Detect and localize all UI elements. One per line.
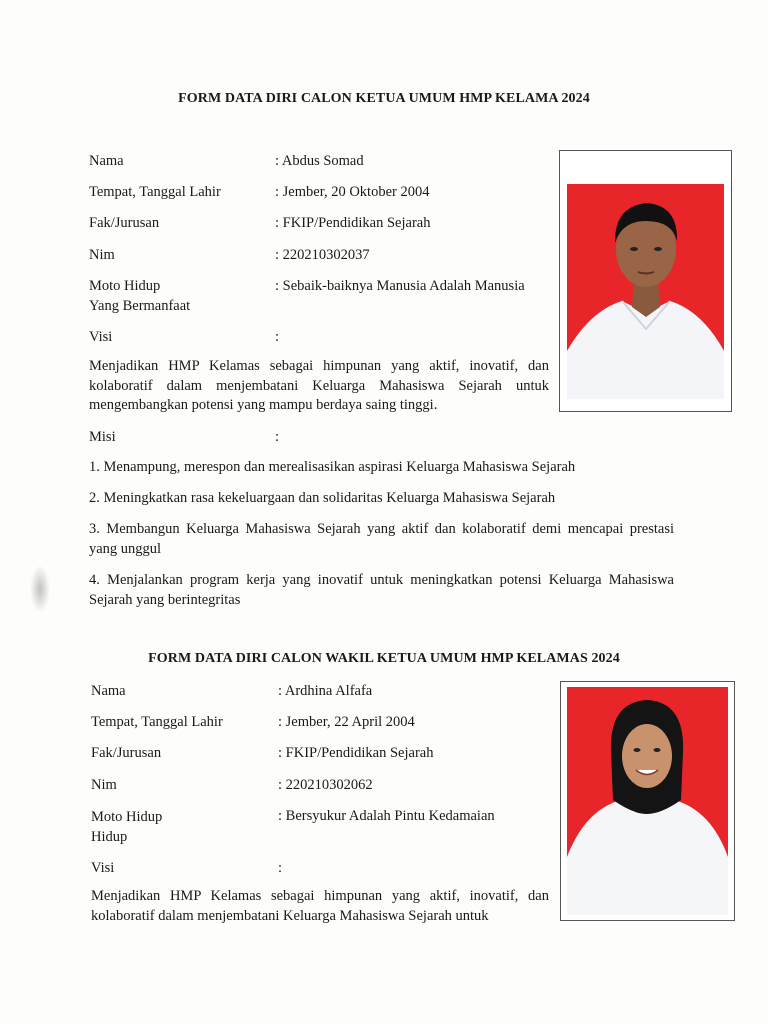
form2-label-nim: Nim [91,777,117,793]
form1-value-jurusan: : FKIP/Pendidikan Sejarah [275,215,431,231]
form2-photo-frame [560,681,735,921]
form2-value-jurusan: : FKIP/Pendidikan Sejarah [278,745,434,761]
form1-misi-item-1: 1. Menampung, merespon dan merealisasikan aspirasi Keluarga Mahasiswa Sejarah [89,459,576,475]
form2-value-nama: : Ardhina Alfafa [278,683,373,699]
form1-label-misi: Misi [89,429,116,445]
form2-label-nama: Nama [91,683,126,699]
form1-label-nama: Nama [89,153,124,169]
form1-misi-colon: : [275,429,280,445]
form1-visi-text: Menjadikan HMP Kelamas sebagai himpunan yang aktif, inovatif, dan kolaboratif dalam menjembatani Keluarga Mahasiswa Sejarah untuk mengembangkan potensi yang mampu berdaya saing tinggi. [89,358,549,413]
form1-value-nama: : Abdus Somad [275,153,364,169]
form1-value-nim: : 220210302037 [275,247,370,263]
form1-value-ttl: : Jember, 20 Oktober 2004 [275,184,430,200]
candidate1-photo [560,151,731,411]
form2-value-nim: : 220210302062 [278,777,373,793]
form2-visi-text: Menjadikan HMP Kelamas sebagai himpunan yang aktif, inovatif, dan kolaboratif dalam menjembatani Keluarga Mahasiswa Sejarah untuk [91,888,549,924]
form2-label-moto: Moto Hidup [91,809,163,825]
form1-label-nim: Nim [89,247,115,263]
form1-photo-frame [559,150,732,412]
form1-visi-colon: : [275,329,280,345]
form2-label-visi: Visi [91,860,115,876]
form1-label-jurusan: Fak/Jurusan [89,215,160,231]
form1-misi-item-3: 3. Membangun Keluarga Mahasiswa Sejarah yang aktif dan kolaboratif demi mencapai prestasi yang unggul [89,521,674,557]
form1-label-moto: Moto Hidup [89,278,161,294]
form2-label-ttl: Tempat, Tanggal Lahir [91,714,223,730]
form1-value-moto: : Sebaik-baiknya Manusia Adalah Manusia [275,278,525,294]
form2-value-moto: : Bersyukur Adalah Pintu Kedamaian [278,808,495,824]
scan-smudge [30,565,50,613]
form1-label-ttl: Tempat, Tanggal Lahir [89,184,221,200]
form2-value-ttl: : Jember, 22 April 2004 [278,714,415,730]
form2-label-jurusan: Fak/Jurusan [91,745,162,761]
form1-label-moto-line2: Yang Bermanfaat [89,298,191,314]
form2-title: FORM DATA DIRI CALON WAKIL KETUA UMUM HMP KELAMAS 2024 [148,651,620,666]
form1-misi-item-2: 2. Meningkatkan rasa kekeluargaan dan solidaritas Keluarga Mahasiswa Sejarah [89,490,556,506]
form2-label-moto-line2: Hidup [91,829,128,845]
form1-label-visi: Visi [89,329,113,345]
form2-visi-colon: : [278,860,283,876]
form1-misi-item-4: 4. Menjalankan program kerja yang inovatif untuk meningkatkan potensi Keluarga Mahasiswa Sejarah yang berintegritas [89,572,674,608]
candidate2-photo [561,682,734,920]
form1-title: FORM DATA DIRI CALON KETUA UMUM HMP KELAMA 2024 [178,91,590,106]
